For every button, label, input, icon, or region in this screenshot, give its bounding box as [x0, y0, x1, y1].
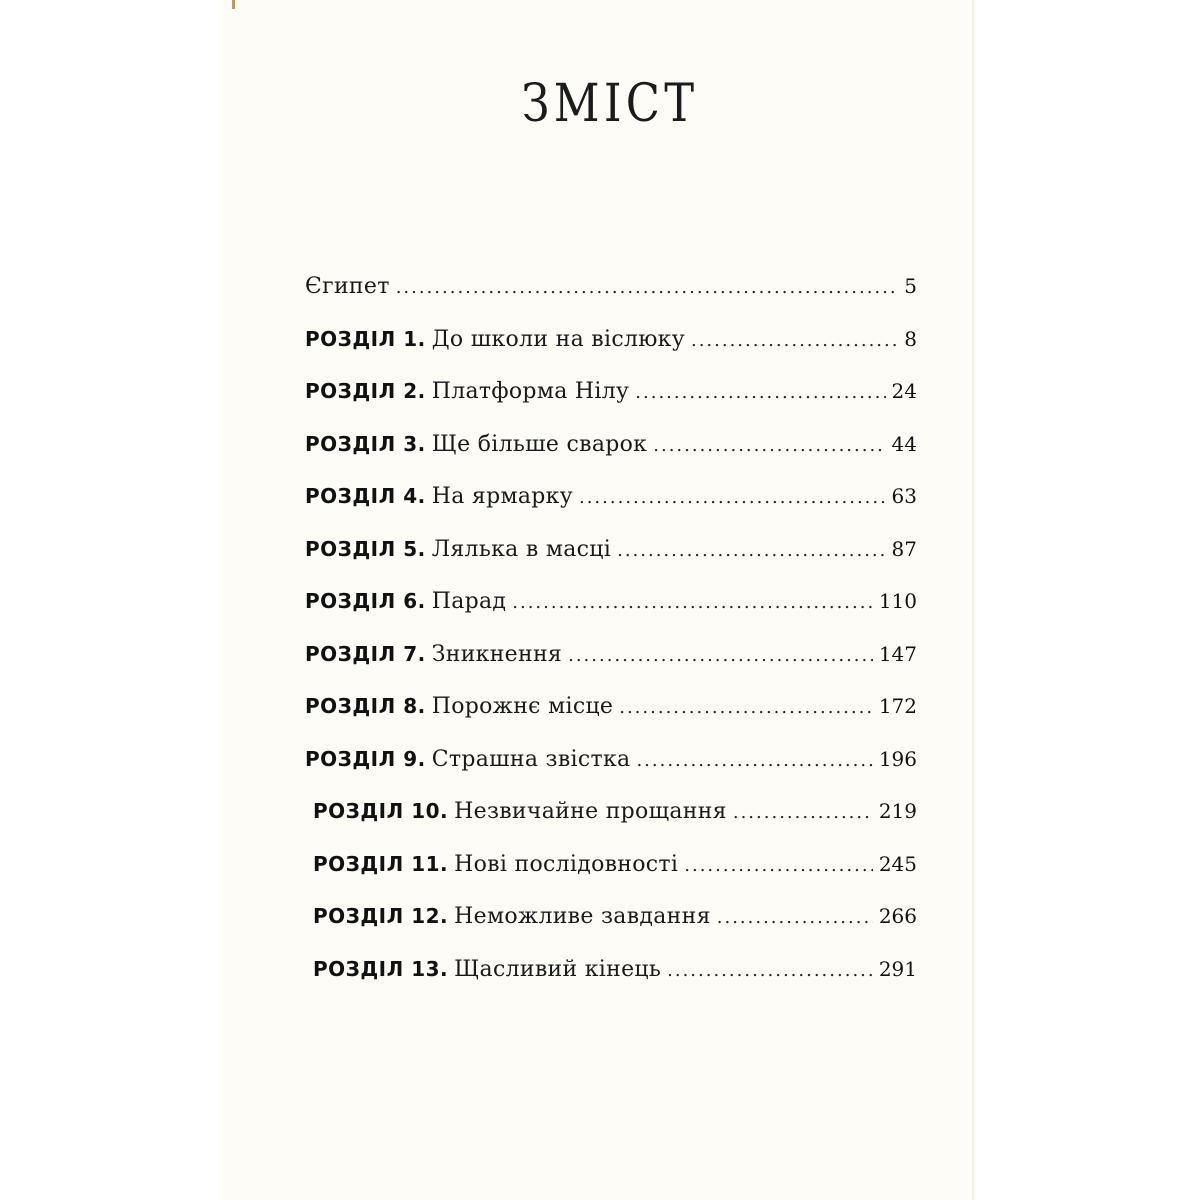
chapter-label: РОЗДІЛ 2. [305, 379, 426, 403]
toc-entry-title: Парад [431, 589, 507, 614]
dot-leader [684, 855, 873, 876]
toc-entry-chapter-12 [305, 904, 917, 957]
toc-entry-chapter-2 [305, 379, 917, 432]
chapter-label: РОЗДІЛ 7. [305, 641, 426, 666]
dot-leader [636, 750, 872, 771]
toc-entry-title: На ярмарку [431, 484, 573, 509]
toc-entry-page: 63 [891, 484, 917, 508]
toc-entry-page: 245 [878, 851, 917, 876]
toc-entry-chapter-10 [305, 799, 917, 852]
paper-edge [972, 0, 976, 1200]
dot-leader [635, 382, 885, 403]
dot-leader [717, 907, 873, 928]
chapter-label: РОЗДІЛ 9. [305, 746, 426, 771]
toc-entry-page: 44 [891, 431, 917, 456]
chapter-label: РОЗДІЛ 6. [305, 589, 426, 613]
toc-entry-page: 87 [891, 536, 917, 561]
toc-entry-title: Незвичайне прощання [454, 799, 727, 824]
toc-entry-title: До школи на віслюку [431, 326, 685, 352]
dot-leader [579, 487, 886, 508]
toc-entry-chapter-3 [305, 432, 917, 485]
toc-entry-page: 147 [878, 641, 917, 666]
toc-entry-page: 196 [878, 746, 917, 771]
toc-entry-title: Ще більше сварок [431, 431, 648, 457]
chapter-label: РОЗДІЛ 10. [313, 799, 449, 823]
toc-entry-page: 291 [878, 956, 917, 981]
toc-entry-chapter-5 [305, 537, 917, 590]
toc-entry-page: 5 [904, 274, 917, 298]
toc-entry-chapter-7 [305, 642, 917, 695]
toc-entry-page: 172 [878, 694, 917, 718]
toc-entry-chapter-13 [305, 957, 917, 1010]
chapter-label: РОЗДІЛ 13. [313, 956, 449, 981]
toc-entry-chapter-6 [305, 589, 917, 642]
dot-leader [619, 697, 873, 718]
dot-leader [617, 540, 885, 561]
chapter-label: РОЗДІЛ 4. [305, 484, 426, 508]
toc-entry-chapter-1 [305, 327, 917, 380]
dot-leader [512, 592, 873, 613]
toc-entry-chapter-4 [305, 484, 917, 537]
toc-entry-title: Порожнє місце [431, 694, 614, 719]
dot-leader [691, 330, 898, 351]
toc-entry-chapter-8 [305, 694, 917, 747]
dot-leader [667, 960, 873, 981]
dot-leader [733, 802, 873, 823]
chapter-label: РОЗДІЛ 5. [305, 536, 426, 561]
toc-entry-title: Неможливе завдання [454, 904, 711, 929]
table-of-contents [305, 274, 917, 1009]
toc-entry-page: 219 [878, 799, 917, 823]
toc-entry-page: 110 [878, 589, 917, 613]
toc-entry-page: 266 [878, 904, 917, 928]
toc-entry-title: Єгипет [305, 274, 390, 299]
dot-leader [568, 645, 873, 666]
toc-entry-page: 8 [904, 326, 917, 351]
toc-entry-intro [305, 274, 917, 327]
toc-entry-chapter-11 [305, 852, 917, 905]
toc-entry-title: Платформа Нілу [431, 379, 630, 404]
chapter-label: РОЗДІЛ 12. [313, 904, 449, 928]
chapter-label: РОЗДІЛ 3. [305, 431, 426, 456]
dot-leader [653, 435, 885, 456]
chapter-label: РОЗДІЛ 1. [305, 326, 426, 351]
toc-entry-chapter-9 [305, 747, 917, 800]
toc-entry-title: Лялька в масці [431, 536, 612, 562]
page-title: ЗМІСТ [521, 74, 699, 134]
corner-mark [232, 0, 235, 9]
toc-entry-title: Нові послідовності [454, 851, 679, 877]
toc-entry-title: Щасливий кінець [454, 956, 662, 982]
dot-leader [396, 277, 899, 298]
toc-entry-title: Страшна звістка [431, 746, 631, 772]
chapter-label: РОЗДІЛ 11. [313, 851, 449, 876]
chapter-label: РОЗДІЛ 8. [305, 694, 426, 718]
toc-entry-page: 24 [891, 379, 917, 403]
toc-entry-title: Зникнення [431, 641, 563, 667]
